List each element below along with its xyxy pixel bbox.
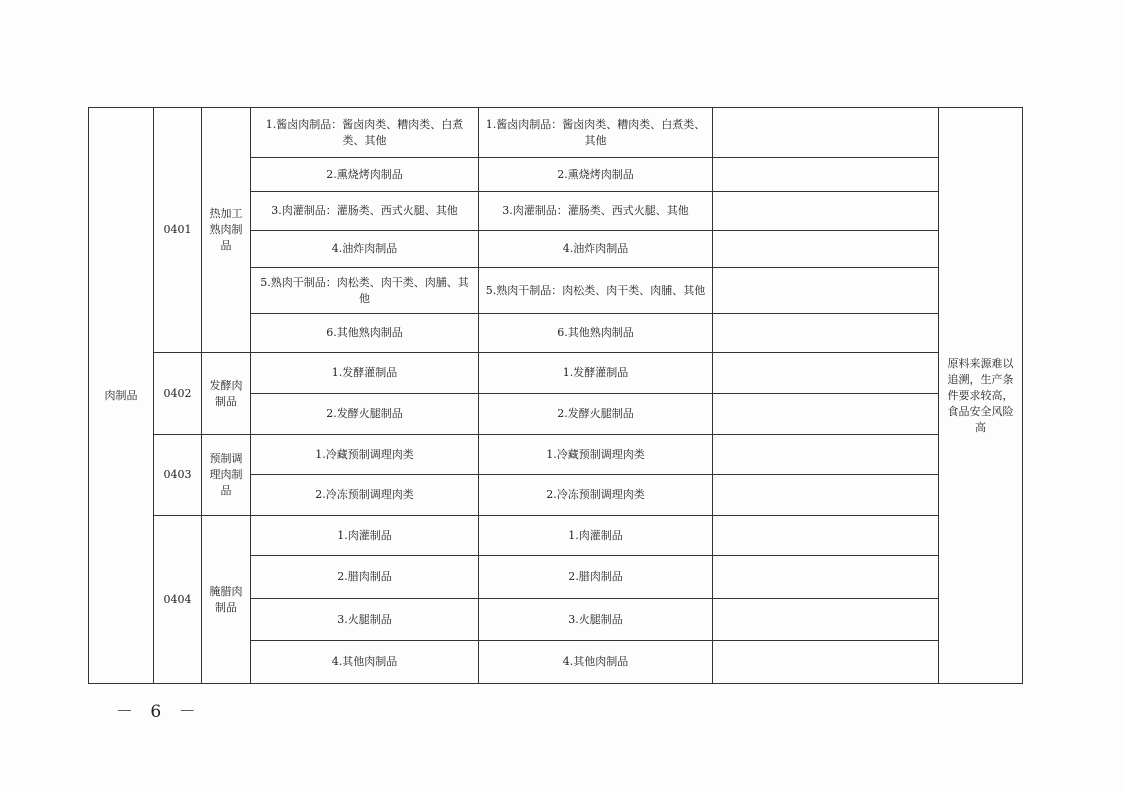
item-cell: 4.油炸肉制品 bbox=[479, 231, 713, 268]
group-code-cell: 0404 bbox=[154, 516, 202, 684]
item-cell: 3.肉灌制品：灌肠类、西式火腿、其他 bbox=[251, 192, 479, 231]
table-row bbox=[89, 108, 1023, 158]
empty-cell bbox=[713, 231, 939, 268]
item-cell: 2.腊肉制品 bbox=[479, 556, 713, 599]
item-cell: 1.肉灌制品 bbox=[479, 516, 713, 556]
item-cell: 6.其他熟肉制品 bbox=[479, 314, 713, 353]
item-cell: 2.熏烧烤肉制品 bbox=[251, 158, 479, 192]
item-cell: 6.其他熟肉制品 bbox=[251, 314, 479, 353]
empty-cell bbox=[713, 353, 939, 394]
item-cell: 2.冷冻预制调理肉类 bbox=[479, 475, 713, 516]
empty-cell bbox=[713, 516, 939, 556]
food-category-table bbox=[88, 107, 1023, 684]
empty-cell bbox=[713, 599, 939, 641]
item-cell: 4.其他肉制品 bbox=[479, 641, 713, 684]
group-code-cell: 0403 bbox=[154, 435, 202, 516]
item-cell: 2.发酵火腿制品 bbox=[251, 394, 479, 435]
item-cell: 2.腊肉制品 bbox=[251, 556, 479, 599]
empty-cell bbox=[713, 475, 939, 516]
empty-cell bbox=[713, 394, 939, 435]
group-name-cell: 发酵肉制品 bbox=[202, 353, 251, 435]
item-cell: 4.其他肉制品 bbox=[251, 641, 479, 684]
item-cell: 2.冷冻预制调理肉类 bbox=[251, 475, 479, 516]
item-cell: 5.熟肉干制品：肉松类、肉干类、肉脯、其他 bbox=[251, 268, 479, 314]
empty-cell bbox=[713, 268, 939, 314]
empty-cell bbox=[713, 556, 939, 599]
empty-cell bbox=[713, 314, 939, 353]
group-name-cell: 预制调理肉制品 bbox=[202, 435, 251, 516]
item-cell: 2.发酵火腿制品 bbox=[479, 394, 713, 435]
empty-cell bbox=[713, 108, 939, 158]
empty-cell bbox=[713, 641, 939, 684]
item-cell: 1.酱卤肉制品：酱卤肉类、糟肉类、白煮类、其他 bbox=[251, 108, 479, 158]
item-cell: 2.熏烧烤肉制品 bbox=[479, 158, 713, 192]
empty-cell bbox=[713, 435, 939, 475]
item-cell: 1.肉灌制品 bbox=[251, 516, 479, 556]
item-cell: 3.肉灌制品：灌肠类、西式火腿、其他 bbox=[479, 192, 713, 231]
item-cell: 1.冷藏预制调理肉类 bbox=[251, 435, 479, 475]
table-row bbox=[89, 435, 1023, 475]
page-number: － 6 － bbox=[116, 702, 202, 722]
table-row bbox=[89, 353, 1023, 394]
table-row bbox=[89, 516, 1023, 556]
group-name-cell: 腌腊肉制品 bbox=[202, 516, 251, 684]
item-cell: 1.发酵灌制品 bbox=[251, 353, 479, 394]
item-cell: 5.熟肉干制品：肉松类、肉干类、肉脯、其他 bbox=[479, 268, 713, 314]
item-cell: 3.火腿制品 bbox=[251, 599, 479, 641]
empty-cell bbox=[713, 158, 939, 192]
group-code-cell: 0402 bbox=[154, 353, 202, 435]
item-cell: 1.发酵灌制品 bbox=[479, 353, 713, 394]
group-name-cell: 热加工熟肉制品 bbox=[202, 108, 251, 353]
item-cell: 1.冷藏预制调理肉类 bbox=[479, 435, 713, 475]
category-cell: 肉制品 bbox=[89, 108, 154, 684]
group-code-cell: 0401 bbox=[154, 108, 202, 353]
item-cell: 3.火腿制品 bbox=[479, 599, 713, 641]
empty-cell bbox=[713, 192, 939, 231]
risk-note-cell: 原料来源难以追溯，生产条件要求较高，食品安全风险高 bbox=[939, 108, 1023, 684]
item-cell: 4.油炸肉制品 bbox=[251, 231, 479, 268]
item-cell: 1.酱卤肉制品：酱卤肉类、糟肉类、白煮类、其他 bbox=[479, 108, 713, 158]
